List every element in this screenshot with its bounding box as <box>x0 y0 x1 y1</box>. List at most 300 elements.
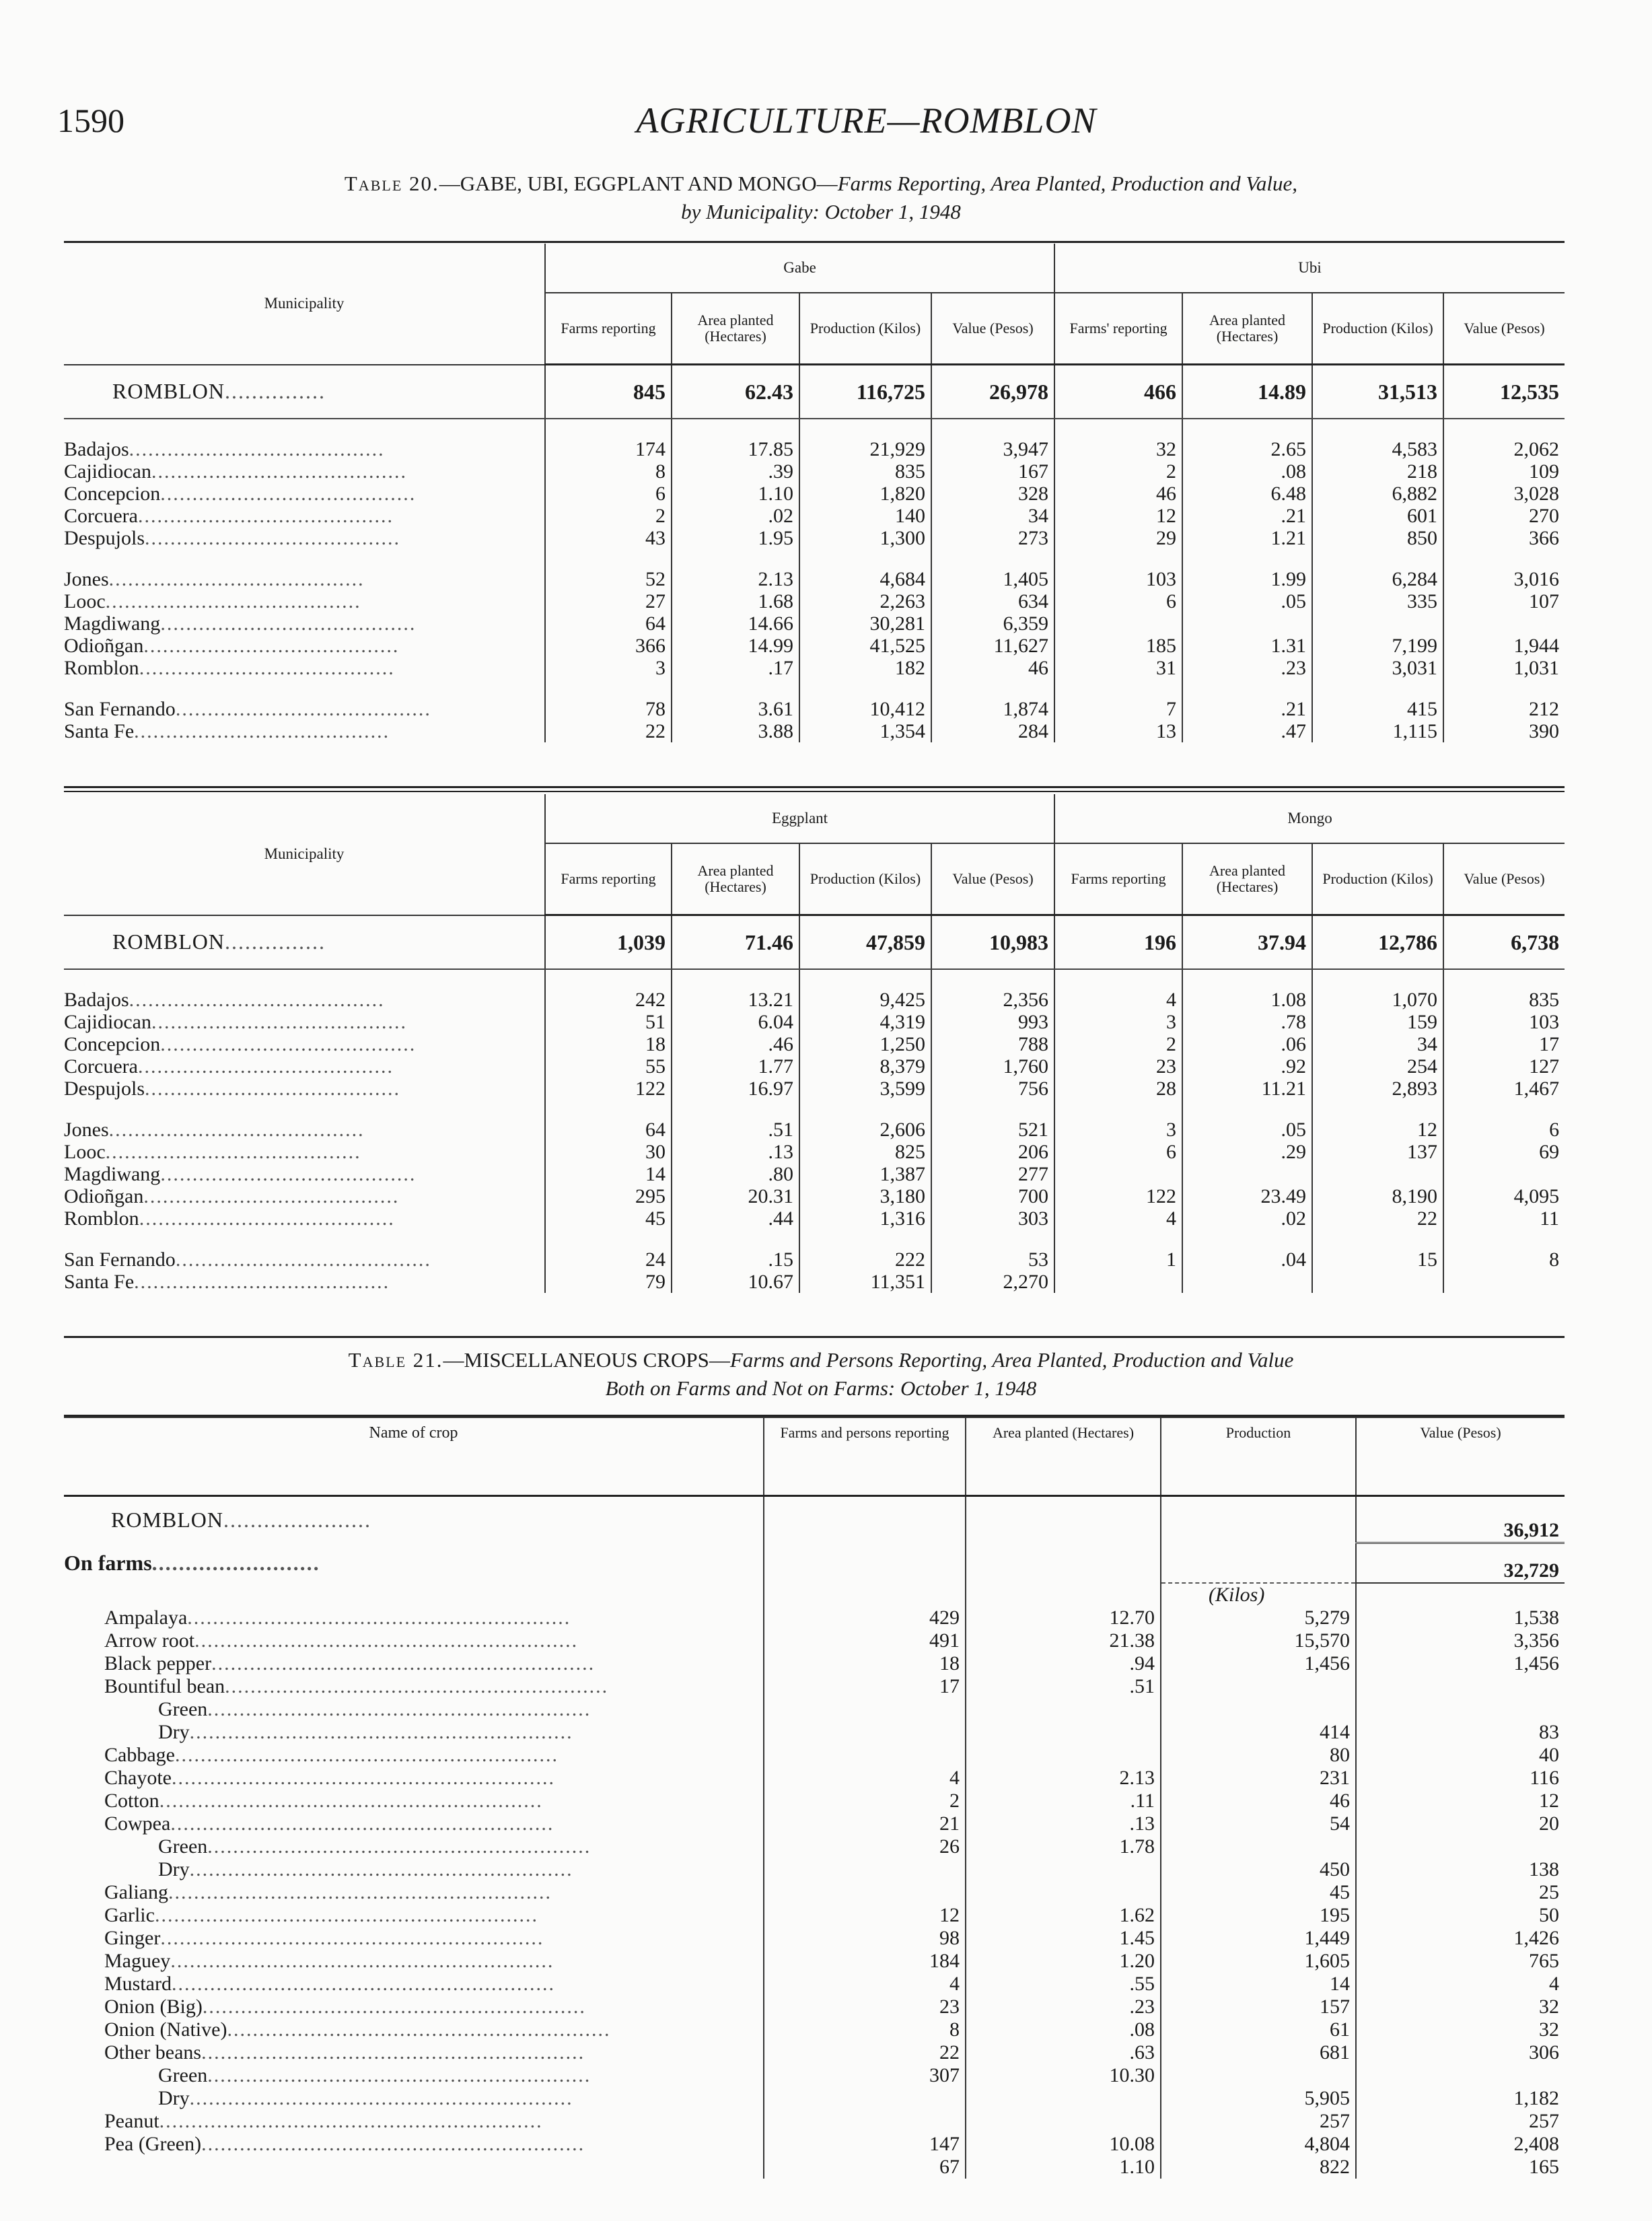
cell: 182 <box>799 657 931 679</box>
cell: 45 <box>545 1207 672 1230</box>
cell: 50 <box>1356 1904 1565 1927</box>
cell: 27 <box>545 590 672 612</box>
cell: 64 <box>545 612 672 635</box>
row-name: Badajos <box>64 989 129 1011</box>
cell: 822 <box>1161 2156 1356 2179</box>
cell: .08 <box>966 2018 1161 2041</box>
row-name: San Fernando <box>64 698 176 720</box>
cell: 185 <box>1054 635 1182 657</box>
cell: 6 <box>1054 1141 1182 1163</box>
row-name: Cotton <box>104 1790 159 1812</box>
cell: 69 <box>1443 1141 1565 1163</box>
col-header: Farms and persons reporting <box>764 1417 966 1496</box>
cell: .23 <box>966 1996 1161 2018</box>
cell: 12 <box>1054 505 1182 527</box>
cell: .05 <box>1182 1100 1312 1141</box>
table-row: Bountiful bean............................................................ 17 .51 <box>64 1675 1565 1698</box>
table21-caption <box>81 1346 1561 1403</box>
cell: 700 <box>931 1185 1054 1207</box>
cell: 12,786 <box>1312 915 1443 970</box>
row-name: Jones <box>64 568 109 590</box>
cell: 18 <box>545 1033 672 1055</box>
cell: 25 <box>1356 1881 1565 1904</box>
cell: .17 <box>672 657 799 679</box>
row-name: Romblon <box>64 1207 139 1230</box>
cell: 62.43 <box>672 365 799 419</box>
row-name: Cajidiocan <box>64 460 151 483</box>
table-row: Looc........................................ 30 .13 825 206 6 .29 137 69 <box>64 1141 1565 1163</box>
cell: 17 <box>764 1675 966 1698</box>
cell: 13.21 <box>672 969 799 1011</box>
cell: 159 <box>1312 1011 1443 1033</box>
cell: .21 <box>1182 679 1312 720</box>
cell: 273 <box>931 527 1054 549</box>
cell: 835 <box>799 460 931 483</box>
table21-title: —MISCELLANEOUS CROPS— <box>443 1348 730 1372</box>
cell: 53 <box>931 1230 1054 1271</box>
cell: 78 <box>545 679 672 720</box>
cell: 6 <box>545 483 672 505</box>
cell: 46 <box>931 657 1054 679</box>
table-row: Cowpea............................................................ 21 .13 54 20 <box>64 1812 1565 1835</box>
cell: 1,426 <box>1356 1927 1565 1950</box>
cell: 71.46 <box>672 915 799 970</box>
cell: 23.49 <box>1182 1185 1312 1207</box>
cell: .78 <box>1182 1011 1312 1033</box>
cell: 306 <box>1356 2041 1565 2064</box>
cell: 2.13 <box>966 1767 1161 1790</box>
cell: 5,905 <box>1161 2087 1356 2110</box>
cell: 32 <box>1054 419 1182 460</box>
cell <box>1182 1163 1312 1185</box>
cell: 138 <box>1356 1858 1565 1881</box>
table-row: Romblon........................................ 3 .17 182 46 31 .23 3,031 1,031 <box>64 657 1565 679</box>
cell: 1,467 <box>1443 1078 1565 1100</box>
cell: 2,893 <box>1312 1078 1443 1100</box>
col-header: Production <box>1161 1417 1356 1496</box>
cell: 36,912 <box>1356 1496 1565 1543</box>
row-name: Bountiful bean <box>104 1675 225 1697</box>
cell: .15 <box>672 1230 799 1271</box>
cell: 4,583 <box>1312 419 1443 460</box>
cell: 3 <box>1054 1011 1182 1033</box>
cell: 2 <box>545 505 672 527</box>
table-row: Arrow root............................................................ 491 21.38 15,570 3,356 <box>64 1629 1565 1652</box>
cell: .04 <box>1182 1230 1312 1271</box>
cell: 1,300 <box>799 527 931 549</box>
col-header: Production (Kilos) <box>799 293 931 365</box>
cell: 30,281 <box>799 612 931 635</box>
row-name: Ginger <box>104 1927 161 1949</box>
cell: 43 <box>545 527 672 549</box>
cell: 10.08 <box>966 2133 1161 2156</box>
cell: 61 <box>1161 2018 1356 2041</box>
cell <box>966 1858 1161 1881</box>
table20-bottom-rule <box>64 1336 1565 1338</box>
table-row: Green............................................................ <box>64 1698 1565 1721</box>
cell: 3 <box>1054 1100 1182 1141</box>
row-name: Badajos <box>64 438 129 460</box>
cell: 46 <box>1161 1790 1356 1812</box>
row-name: Concepcion <box>64 483 161 505</box>
cell: 1.08 <box>1182 969 1312 1011</box>
cell: 231 <box>1161 1767 1356 1790</box>
cell: 1.99 <box>1182 549 1312 590</box>
cell: 4,684 <box>799 549 931 590</box>
table20-top-rule <box>64 241 1565 243</box>
col-header: Production (Kilos) <box>1312 843 1443 915</box>
cell: 218 <box>1312 460 1443 483</box>
cell: 11.21 <box>1182 1078 1312 1100</box>
cell: 6 <box>1443 1100 1565 1141</box>
group-header-ubi: Ubi <box>1054 244 1565 293</box>
cell: 3,599 <box>799 1078 931 1100</box>
table-row: Odioñgan........................................ 295 20.31 3,180 700 122 23.49 8,190 4,095 <box>64 1185 1565 1207</box>
cell: 16.97 <box>672 1078 799 1100</box>
table-row: Ampalaya............................................................ 429 12.70 5,279 1,538 <box>64 1607 1565 1629</box>
cell: 80 <box>1161 1744 1356 1767</box>
cell: 1,820 <box>799 483 931 505</box>
cell: 3,028 <box>1443 483 1565 505</box>
cell <box>966 1744 1161 1767</box>
row-name: Romblon <box>64 657 139 679</box>
cell: 22 <box>1312 1207 1443 1230</box>
row-name: Magdiwang <box>64 612 161 635</box>
cell: 11 <box>1443 1207 1565 1230</box>
cell: 21.38 <box>966 1629 1161 1652</box>
cell: 1,115 <box>1312 720 1443 742</box>
cell: 335 <box>1312 590 1443 612</box>
cell: .63 <box>966 2041 1161 2064</box>
cell: 1,456 <box>1161 1652 1356 1675</box>
cell <box>1312 1163 1443 1185</box>
cell: 52 <box>545 549 672 590</box>
table-row: Despujols........................................ 43 1.95 1,300 273 29 1.21 850 366 <box>64 527 1565 549</box>
col-header: Area planted (Hectares) <box>1182 843 1312 915</box>
col-header: Production (Kilos) <box>799 843 931 915</box>
cell: 45 <box>1161 1881 1356 1904</box>
cell: 277 <box>931 1163 1054 1185</box>
cell: 47,859 <box>799 915 931 970</box>
group-header-mongo: Mongo <box>1054 794 1565 843</box>
cell: 429 <box>764 1607 966 1629</box>
cell: 1,250 <box>799 1033 931 1055</box>
cell: 24 <box>545 1230 672 1271</box>
table21-label: Table 21. <box>348 1348 443 1372</box>
cell: 4 <box>764 1973 966 1996</box>
cell <box>1356 2064 1565 2087</box>
cell: 3,180 <box>799 1185 931 1207</box>
cell <box>1161 1835 1356 1858</box>
cell: 825 <box>799 1141 931 1163</box>
cell <box>966 2110 1161 2133</box>
table-row: Onion (Native)............................................................ 8 .08 61 32 <box>64 2018 1565 2041</box>
cell: 1.62 <box>966 1904 1161 1927</box>
cell: 8 <box>764 2018 966 2041</box>
cell <box>764 1744 966 1767</box>
cell: 140 <box>799 505 931 527</box>
cell: 366 <box>1443 527 1565 549</box>
cell: 51 <box>545 1011 672 1033</box>
table-row: Odioñgan........................................ 366 14.99 41,525 11,627 185 1.31 7,199 1,944 <box>64 635 1565 657</box>
row-name: ROMBLON <box>112 379 225 404</box>
cell: 2 <box>764 1790 966 1812</box>
cell: 2 <box>1054 1033 1182 1055</box>
cell: 257 <box>1356 2110 1565 2133</box>
cell: 15 <box>1312 1230 1443 1271</box>
cell: 212 <box>1443 679 1565 720</box>
cell: 67 <box>764 2156 966 2179</box>
cell: 15,570 <box>1161 1629 1356 1652</box>
cell: .11 <box>966 1790 1161 1812</box>
cell: 31,513 <box>1312 365 1443 419</box>
table-row <box>64 2156 1565 2179</box>
cell: 3.61 <box>672 679 799 720</box>
table-row: Mustard............................................................ 4 .55 14 4 <box>64 1973 1565 1996</box>
cell: 167 <box>931 460 1054 483</box>
cell: .80 <box>672 1163 799 1185</box>
cell: 3,947 <box>931 419 1054 460</box>
table-row: Other beans............................................................ 22 .63 681 306 <box>64 2041 1565 2064</box>
cell: 30 <box>545 1141 672 1163</box>
group-header-gabe: Gabe <box>545 244 1054 293</box>
cell: 103 <box>1054 549 1182 590</box>
cell: 29 <box>1054 527 1182 549</box>
cell: 14.66 <box>672 612 799 635</box>
cell: 9,425 <box>799 969 931 1011</box>
cell: 284 <box>931 720 1054 742</box>
cell: 28 <box>1054 1078 1182 1100</box>
cell: 4 <box>1356 1973 1565 1996</box>
cell: 242 <box>545 969 672 1011</box>
cell: .92 <box>1182 1055 1312 1078</box>
cell: 366 <box>545 635 672 657</box>
cell: 4 <box>764 1767 966 1790</box>
cell: 788 <box>931 1033 1054 1055</box>
col-header: Area planted (Hectares) <box>672 293 799 365</box>
cell: 17 <box>1443 1033 1565 1055</box>
cell: 1.10 <box>966 2156 1161 2179</box>
cell: 2,062 <box>1443 419 1565 460</box>
cell: .29 <box>1182 1141 1312 1163</box>
cell: 1,182 <box>1356 2087 1565 2110</box>
cell: 1 <box>1054 1230 1182 1271</box>
table20-mid-rule-2 <box>64 791 1565 792</box>
col-header: Area planted (Hectares) <box>672 843 799 915</box>
table21-subtitle-1: Farms and Persons Reporting, Area Planted, Production and Value <box>729 1348 1294 1372</box>
table20-mid-rule <box>64 786 1565 788</box>
row-name: Odioñgan <box>64 635 144 657</box>
cell: 107 <box>1443 590 1565 612</box>
cell: 2,356 <box>931 969 1054 1011</box>
table-row: Badajos........................................ 242 13.21 9,425 2,356 4 1.08 1,070 835 <box>64 969 1565 1011</box>
cell <box>1161 1675 1356 1698</box>
cell <box>1054 612 1182 635</box>
col-header: Production (Kilos) <box>1312 293 1443 365</box>
row-name: Santa Fe <box>64 720 135 742</box>
table21-subtitle-2: Both on Farms and Not on Farms: October 1, 1948 <box>605 1376 1037 1400</box>
cell: .39 <box>672 460 799 483</box>
cell: 22 <box>764 2041 966 2064</box>
cell: 116,725 <box>799 365 931 419</box>
row-name: Garlic <box>104 1904 155 1926</box>
cell: 257 <box>1161 2110 1356 2133</box>
cell: 222 <box>799 1230 931 1271</box>
table-row: Corcuera........................................ 2 .02 140 34 12 .21 601 270 <box>64 505 1565 527</box>
row-name: Despujols <box>64 527 145 549</box>
cell <box>1443 1271 1565 1293</box>
cell: .46 <box>672 1033 799 1055</box>
table20-subtitle-2: by Municipality: October 1, 1948 <box>681 200 961 223</box>
cell: 1.68 <box>672 590 799 612</box>
cell: 10.30 <box>966 2064 1161 2087</box>
cell: 6 <box>1054 590 1182 612</box>
cell: 1.31 <box>1182 635 1312 657</box>
col-header: Value (Pesos) <box>931 843 1054 915</box>
cell: 3,031 <box>1312 657 1443 679</box>
row-name: ROMBLON <box>112 929 225 954</box>
cell: 1,031 <box>1443 657 1565 679</box>
table-row: Garlic............................................................ 12 1.62 195 50 <box>64 1904 1565 1927</box>
running-title: AGRICULTURE—ROMBLON <box>636 100 1097 141</box>
cell: 6,359 <box>931 612 1054 635</box>
col-header: Farms reporting <box>545 843 672 915</box>
cell <box>1182 612 1312 635</box>
cell: 1,387 <box>799 1163 931 1185</box>
row-name: Green <box>158 1835 208 1858</box>
table-row: Dry............................................................ 450 138 <box>64 1858 1565 1881</box>
table-row: Galiang............................................................ 45 25 <box>64 1881 1565 1904</box>
table-row: Badajos........................................ 174 17.85 21,929 3,947 32 2.65 4,583 2,062 <box>64 419 1565 460</box>
table21-misc-crops <box>64 1417 1565 2179</box>
cell: 79 <box>545 1271 672 1293</box>
cell: 10,412 <box>799 679 931 720</box>
cell: 206 <box>931 1141 1054 1163</box>
row-name: Jones <box>64 1119 109 1141</box>
cell: 1,405 <box>931 549 1054 590</box>
table-row: Romblon........................................ 45 .44 1,316 303 4 .02 22 11 <box>64 1207 1565 1230</box>
cell: 2 <box>1054 460 1182 483</box>
cell <box>764 1858 966 1881</box>
cell: .05 <box>1182 590 1312 612</box>
cell <box>764 1881 966 1904</box>
row-name: Corcuera <box>64 1055 138 1078</box>
cell: 601 <box>1312 505 1443 527</box>
table-row: Black pepper............................................................ 18 .94 1,456 1,456 <box>64 1652 1565 1675</box>
table-row: Magdiwang........................................ 64 14.66 30,281 6,359 <box>64 612 1565 635</box>
row-name: Ampalaya <box>104 1607 188 1629</box>
row-name: Peanut <box>104 2110 159 2132</box>
cell: 8 <box>545 460 672 483</box>
cell: 8,379 <box>799 1055 931 1078</box>
cell: .13 <box>966 1812 1161 1835</box>
table-row: Pea (Green)............................................................ 147 10.08 4,804 2,408 <box>64 2133 1565 2156</box>
cell: 1,456 <box>1356 1652 1565 1675</box>
cell: .02 <box>1182 1207 1312 1230</box>
cell: 6.04 <box>672 1011 799 1033</box>
table-row: Maguey............................................................ 184 1.20 1,605 765 <box>64 1950 1565 1973</box>
cell: 32,729 <box>1356 1543 1565 1583</box>
table-row: Jones........................................ 52 2.13 4,684 1,405 103 1.99 6,284 3,016 <box>64 549 1565 590</box>
table-row: San Fernando........................................ 24 .15 222 53 1 .04 15 8 <box>64 1230 1565 1271</box>
row-name: Odioñgan <box>64 1185 144 1207</box>
cell: 17.85 <box>672 419 799 460</box>
row-name: Looc <box>64 1141 106 1163</box>
cell: 109 <box>1443 460 1565 483</box>
row-name: Cowpea <box>104 1812 171 1835</box>
cell: 26,978 <box>931 365 1054 419</box>
col-header: Area planted (Hectares) <box>1182 293 1312 365</box>
cell: 4 <box>1054 969 1182 1011</box>
cell: 2,606 <box>799 1100 931 1141</box>
col-header: Area planted (Hectares) <box>966 1417 1161 1496</box>
cell <box>966 1698 1161 1721</box>
cell: 37.94 <box>1182 915 1312 970</box>
table-row: Peanut............................................................ 257 257 <box>64 2110 1565 2133</box>
cell: 6.48 <box>1182 483 1312 505</box>
cell: 14 <box>1161 1973 1356 1996</box>
cell <box>764 1721 966 1744</box>
cell: 2.13 <box>672 549 799 590</box>
cell: 1,070 <box>1312 969 1443 1011</box>
cell: 8 <box>1443 1230 1565 1271</box>
cell: 1.20 <box>966 1950 1161 1973</box>
municipality-header: Municipality <box>64 794 545 915</box>
col-header: Value (Pesos) <box>931 293 1054 365</box>
cell: 1,605 <box>1161 1950 1356 1973</box>
cell: 681 <box>1161 2041 1356 2064</box>
production-unit: (Kilos) <box>1209 1584 1265 1606</box>
cell: 174 <box>545 419 672 460</box>
cell: 137 <box>1312 1141 1443 1163</box>
table-row: Jones........................................ 64 .51 2,606 521 3 .05 12 6 <box>64 1100 1565 1141</box>
cell: 270 <box>1443 505 1565 527</box>
cell: 22 <box>545 720 672 742</box>
table-row: Concepcion........................................ 6 1.10 1,820 328 46 6.48 6,882 3,028 <box>64 483 1565 505</box>
cell: 195 <box>1161 1904 1356 1927</box>
cell: .06 <box>1182 1033 1312 1055</box>
cell: 6,738 <box>1443 915 1565 970</box>
row-name: ROMBLON <box>111 1508 224 1532</box>
page-number: 1590 <box>57 102 124 139</box>
table-row: Concepcion........................................ 18 .46 1,250 788 2 .06 34 17 <box>64 1033 1565 1055</box>
cell: 5,279 <box>1161 1607 1356 1629</box>
cell: 34 <box>1312 1033 1443 1055</box>
row-name: Cajidiocan <box>64 1011 151 1033</box>
cell: .08 <box>1182 460 1312 483</box>
cell: 4 <box>1054 1207 1182 1230</box>
cell: 1,538 <box>1356 1607 1565 1629</box>
cell: 1,874 <box>931 679 1054 720</box>
table-row: Santa Fe........................................ 79 10.67 11,351 2,270 <box>64 1271 1565 1293</box>
total-row: ROMBLON............... 1,039 71.46 47,859 10,983 196 37.94 12,786 6,738 <box>64 915 1565 970</box>
cell: 1.21 <box>1182 527 1312 549</box>
cell: 23 <box>1054 1055 1182 1078</box>
col-header: Value (Pesos) <box>1443 843 1565 915</box>
cell: 7 <box>1054 679 1182 720</box>
cell <box>1312 1271 1443 1293</box>
cell: 157 <box>1161 1996 1356 2018</box>
table-row: Ginger............................................................ 98 1.45 1,449 1,426 <box>64 1927 1565 1950</box>
cell: 10.67 <box>672 1271 799 1293</box>
row-name: Arrow root <box>104 1629 195 1652</box>
cell: 450 <box>1161 1858 1356 1881</box>
cell: 993 <box>931 1011 1054 1033</box>
table-row: Cajidiocan........................................ 51 6.04 4,319 993 3 .78 159 103 <box>64 1011 1565 1033</box>
cell <box>764 2110 966 2133</box>
row-name: Black pepper <box>104 1652 212 1674</box>
row-name: Mustard <box>104 1973 172 1995</box>
